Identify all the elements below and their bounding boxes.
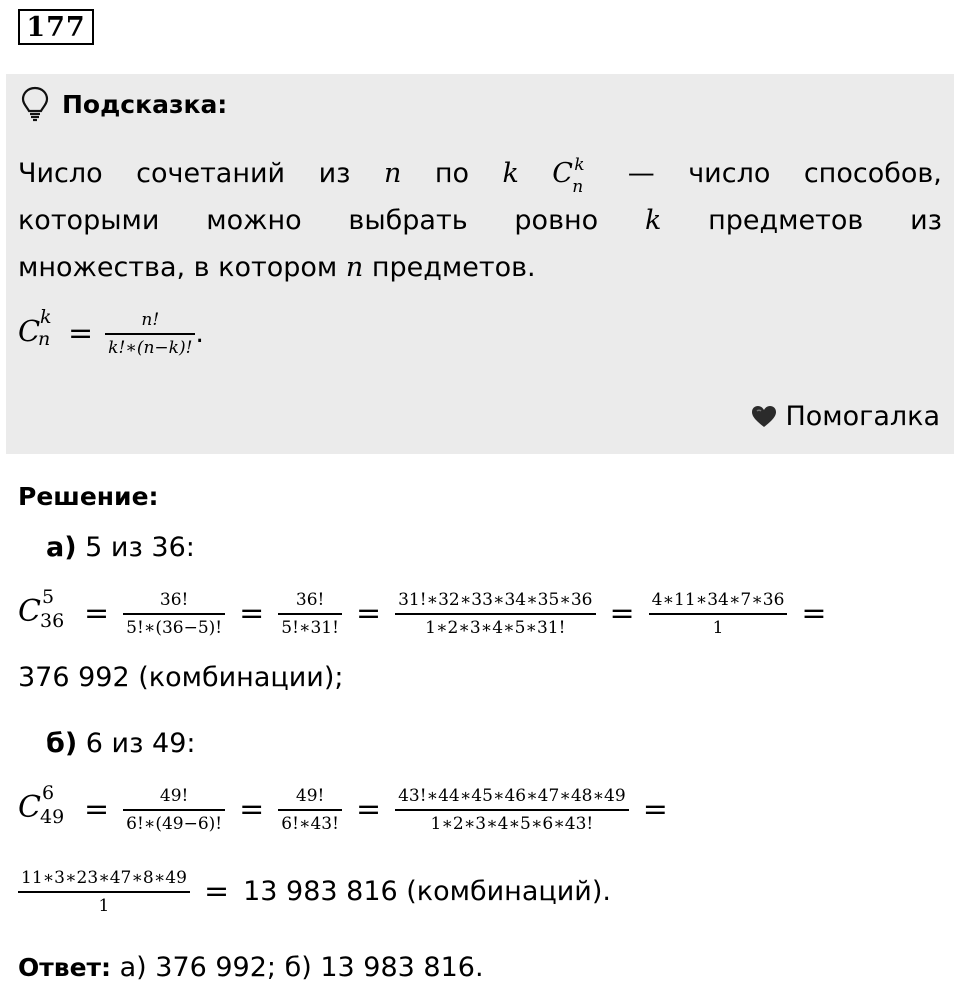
denominator: 1 bbox=[98, 895, 110, 916]
part-b-heading bbox=[46, 728, 196, 759]
denominator: 1∗2∗3∗4∗5∗6∗43! bbox=[430, 813, 594, 834]
fraction bbox=[395, 786, 629, 834]
answer-label: Ответ: bbox=[18, 953, 112, 982]
fraction-bar bbox=[123, 809, 225, 811]
denominator: 6!∗43! bbox=[281, 813, 339, 834]
equals-sign: = bbox=[801, 596, 827, 632]
hint-header bbox=[20, 86, 227, 122]
equals-sign: = bbox=[84, 596, 110, 632]
part-b-label: б) bbox=[46, 728, 78, 759]
var-n: n bbox=[383, 158, 402, 189]
numerator: 49! bbox=[295, 786, 325, 806]
hint-word: которыми bbox=[18, 205, 160, 236]
hint-word: по bbox=[434, 158, 469, 189]
part-a-combination: C 5 36 bbox=[18, 585, 65, 632]
equals-sign: = bbox=[68, 316, 94, 352]
fraction bbox=[278, 786, 342, 834]
fraction bbox=[105, 310, 195, 358]
equals-sign: = bbox=[239, 792, 265, 828]
solution-title: Решение: bbox=[18, 482, 159, 511]
fraction-bar bbox=[395, 613, 595, 615]
hint-word: число bbox=[688, 158, 771, 189]
numerator: 36! bbox=[295, 590, 325, 610]
fraction bbox=[649, 590, 788, 638]
fraction bbox=[123, 786, 225, 834]
hint-title: Подсказка: bbox=[62, 89, 228, 119]
combination-symbol: C k n bbox=[552, 155, 585, 197]
var-n: n bbox=[345, 252, 364, 283]
part-b-equation-cont bbox=[18, 868, 611, 916]
hint-box bbox=[6, 74, 954, 454]
hint-word: Число bbox=[18, 158, 103, 189]
combination-formula bbox=[18, 305, 205, 358]
denominator: 1∗2∗3∗4∗5∗31! bbox=[425, 617, 566, 638]
numerator: 4∗11∗34∗7∗36 bbox=[651, 590, 785, 610]
part-b-equation bbox=[18, 781, 682, 834]
period: . bbox=[195, 318, 205, 350]
var-k: k bbox=[502, 158, 519, 189]
brand bbox=[751, 401, 940, 432]
formula-lhs: C k n bbox=[18, 305, 52, 350]
dash: — bbox=[627, 158, 655, 189]
numerator: n! bbox=[141, 310, 160, 330]
part-b-text: 6 из 49: bbox=[77, 728, 196, 759]
hint-line-2 bbox=[18, 197, 942, 244]
fraction bbox=[395, 590, 595, 638]
problem-number: 177 bbox=[18, 9, 94, 45]
hint-word: ровно bbox=[514, 205, 599, 236]
fraction bbox=[123, 590, 225, 638]
numerator: 36! bbox=[159, 590, 189, 610]
equals-sign: = bbox=[642, 792, 668, 828]
fraction-bar bbox=[18, 891, 190, 893]
part-b-combination: C 6 49 bbox=[18, 781, 65, 828]
numerator: 11∗3∗23∗47∗8∗49 bbox=[21, 868, 187, 888]
equals-sign: = bbox=[355, 596, 382, 632]
denominator: 5!∗(36−5)! bbox=[126, 617, 223, 638]
fraction bbox=[278, 590, 342, 638]
hint-word: из bbox=[910, 205, 942, 236]
numerator: 31!∗32∗33∗34∗35∗36 bbox=[398, 590, 593, 610]
part-a-result: 376 992 (комбинации); bbox=[18, 662, 344, 693]
denominator: k!∗(n−k)! bbox=[108, 337, 193, 358]
hint-word: способов, bbox=[803, 158, 942, 189]
fraction-bar bbox=[278, 809, 342, 811]
fraction-bar bbox=[395, 809, 629, 811]
equals-sign: = bbox=[239, 596, 265, 632]
hint-text-part: предметов. bbox=[363, 252, 536, 283]
fraction-bar bbox=[278, 613, 342, 615]
part-b-result: 13 983 816 (комбинаций). bbox=[243, 876, 611, 908]
fraction-bar bbox=[649, 613, 788, 615]
equals-sign: = bbox=[84, 792, 110, 828]
hint-text-part: множества, в котором bbox=[18, 252, 346, 283]
denominator: 6!∗(49−6)! bbox=[126, 813, 223, 834]
part-a-text: 5 из 36: bbox=[76, 532, 195, 563]
hint-line-1 bbox=[18, 150, 942, 197]
hint-word: выбрать bbox=[348, 205, 468, 236]
fraction-bar bbox=[105, 333, 195, 335]
denominator: 5!∗31! bbox=[281, 617, 339, 638]
hint-word: можно bbox=[206, 205, 302, 236]
equals-sign: = bbox=[355, 792, 382, 828]
fraction-bar bbox=[123, 613, 225, 615]
hint-line-3 bbox=[18, 244, 942, 291]
fraction bbox=[18, 868, 190, 916]
part-a-label: а) bbox=[46, 532, 77, 563]
answer bbox=[18, 952, 484, 983]
hint-text bbox=[18, 150, 942, 291]
hint-word: сочетаний bbox=[136, 158, 286, 189]
hint-word: из bbox=[318, 158, 351, 189]
hint-word: предметов bbox=[708, 205, 864, 236]
equals-sign: = bbox=[609, 596, 635, 632]
heart-icon bbox=[751, 405, 777, 429]
equals-sign: = bbox=[203, 874, 230, 910]
numerator: 49! bbox=[159, 786, 189, 806]
denominator: 1 bbox=[712, 617, 724, 638]
part-a-equation bbox=[18, 585, 841, 638]
brand-name: Помогалка bbox=[785, 401, 940, 432]
var-k: k bbox=[644, 205, 662, 236]
numerator: 43!∗44∗45∗46∗47∗48∗49 bbox=[398, 786, 626, 806]
part-a-heading bbox=[46, 532, 195, 563]
lightbulb-icon bbox=[20, 86, 50, 122]
answer-text: а) 376 992; б) 13 983 816. bbox=[111, 952, 484, 983]
